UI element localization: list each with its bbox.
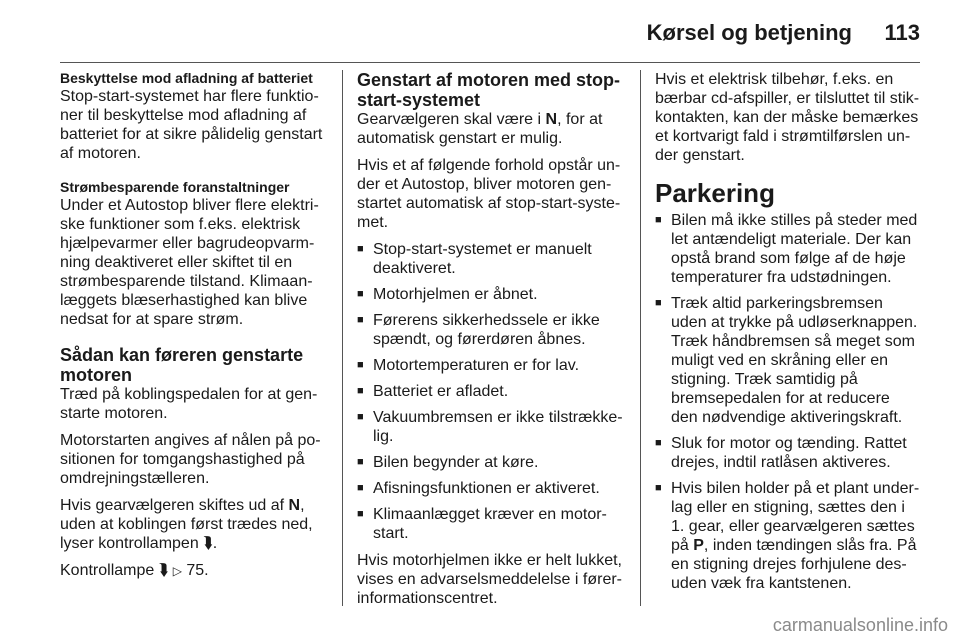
paragraph: Træd på koblingspedalen for at genstarte motoren. [60,386,318,422]
column-1 [60,70,332,589]
paragraph: Hvis et af følgende forhold opstår under et Autostop, bliver motoren genstartet automatisk af stop-start-systemet. [357,157,621,231]
list-item: ■ Motortemperaturen er for lav. [357,356,629,375]
subheading: Genstart af motoren med stop-start-systemet [357,70,621,110]
list-item: ■ Klimaanlægget kræver en motorstart. [357,505,629,543]
paragraph: Gearvælgeren skal være i N, for at automatisk genstart er mulig. [357,111,603,147]
list-item: ■ Bilen begynder at køre. [357,453,629,472]
column-divider [342,70,343,606]
watermark: carmanualsonline.info [772,615,948,635]
subheading: Sådan kan føreren genstarte motoren [60,345,304,385]
page-reference-arrow-icon[interactable]: ▷ [172,564,182,578]
paragraph: Hvis motorhjelmen ikke er helt lukket, vises en advarselsmeddelelse i førerinformationscentret. [357,552,622,607]
restart-conditions-list [357,240,629,543]
engine-control-lamp-icon: ⮯ [203,535,213,552]
section-heading-parking: Parkering [655,178,775,208]
list-item: ■ Sluk for motor og tænding. Rattet drejes, indtil ratlåsen aktiveres. [655,434,920,472]
section-body: Stop-start-systemet har flere funktioner til beskyttelse mod afladning af batteriet for at sikre pålidelig genstart af motoren. [60,88,323,162]
parking-list [655,211,920,593]
list-item: ■ Vakuumbremsen er ikke tilstrækkelig. [357,408,629,446]
paragraph: Hvis et elektrisk tilbehør, f.eks. en bærbar cd-afspiller, er tilsluttet til stikkontakten, kan der måske bemærkes et kortvarigt fald i strømtilførslen under genstart. [655,71,920,164]
list-item: ■ Træk altid parkeringsbremsen uden at trykke på udløserknappen. Træk håndbremsen så meget som muligt ved en skråning eller en stigning. Træk samtidig på bremsepedalen for at reducere den nødvendige aktiveringskraft. [655,294,920,427]
column-divider [640,70,641,606]
chapter-title: Kørsel og betjening [646,20,852,45]
list-item: ■ Batteriet er afladet. [357,382,629,401]
section-battery [60,70,332,163]
list-item: ■ Hvis bilen holder på et plant underlag eller en stigning, sættes den i 1. gear, eller gearvælgeren sættes på P, inden tændingen slås fra. På en stigning drejes forhjulene desuden væk fra kantstenen. [655,479,920,593]
engine-control-lamp-icon: ⮯ [158,562,169,579]
paragraph: Motorstarten angives af nålen på positionen for tomgangshastighed på omdrejningstælleren. [60,432,321,487]
paragraph: Hvis gearvælgeren skiftes ud af N, uden at koblingen først trædes ned, lyser kontrollampen ⮯. [60,497,313,552]
list-item: ■ Bilen må ikke stilles på steder med let antændeligt materiale. Der kan opstå brand som følge af de høje temperaturer fra udstødningen. [655,211,920,287]
section-power-saving [60,179,332,329]
list-item: ■ Stop-start-systemet er manuelt deaktiveret. [357,240,629,278]
header-rule [60,62,920,63]
list-item: ■ Motorhjelmen er åbnet. [357,285,629,304]
column-2 [357,70,629,616]
gear-symbol: P [693,537,704,554]
gear-symbol: N [288,497,301,514]
section-title: Beskyttelse mod afladning af batteriet [60,70,313,86]
page-number: 113 [884,20,920,45]
section-body: Under et Autostop bliver flere elektriske funktioner som f.eks. elektrisk hjælpevarmer eller bagrudeopvarmning deaktiveret eller skiftet til en strømbesparende tilstand. Klimaanlæggets blæserhastighed kan blive nedsat for at spare strøm. [60,197,319,328]
list-item: ■ Førerens sikkerhedssele er ikke spændt, og førerdøren åbnes. [357,311,629,349]
section-title: Strømbesparende foranstaltninger [60,179,290,195]
column-3 [655,70,920,601]
page-header [0,0,960,70]
list-item: ■ Afisningsfunktionen er aktiveret. [357,479,629,498]
gear-symbol: N [545,111,558,128]
paragraph: Kontrollampe ⮯ ▷ 75. [60,562,209,579]
